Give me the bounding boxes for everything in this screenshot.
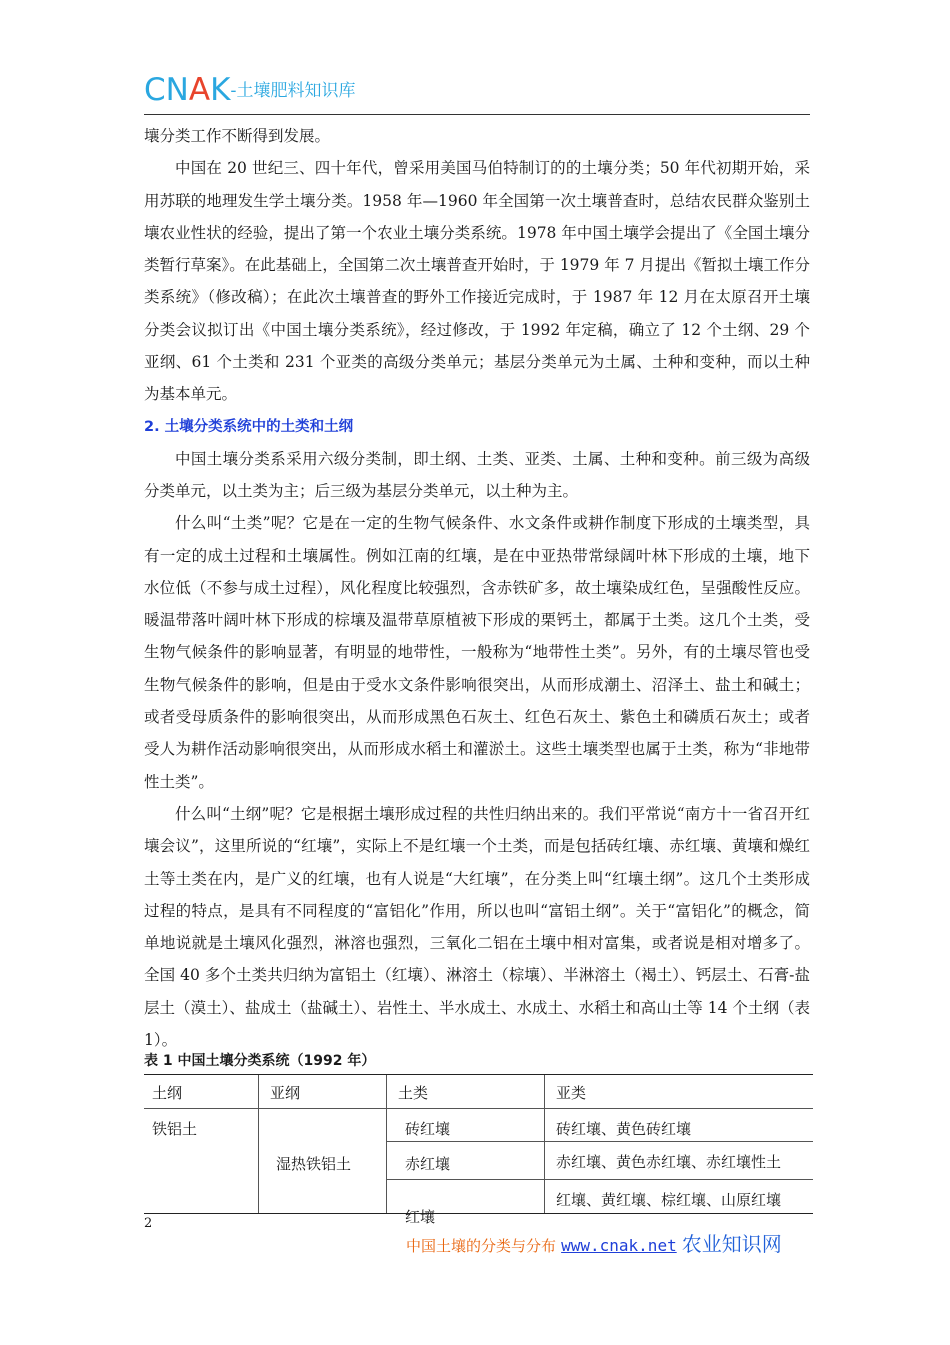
classification-table xyxy=(144,1074,813,1214)
table-row-rule xyxy=(386,1141,813,1142)
site-logo[interactable] xyxy=(144,72,356,109)
table-header-subgroup: 亚类 xyxy=(556,1084,587,1102)
table-col-divider xyxy=(386,1075,387,1213)
logo-wordmark: CNAK xyxy=(144,72,231,108)
table-cell-subgroups: 砖红壤、黄色砖红壤 xyxy=(556,1120,692,1138)
table-header-group: 土类 xyxy=(398,1084,429,1102)
table-col-divider xyxy=(544,1075,545,1213)
table-cell-group: 赤红壤 xyxy=(405,1155,451,1173)
section-heading: 2. 土壤分类系统中的土类和土纲 xyxy=(144,418,354,435)
footer-site-link[interactable]: www.cnak.net xyxy=(561,1236,677,1255)
document-body xyxy=(144,120,810,1056)
header-divider xyxy=(144,114,810,115)
paragraph-soil-group: 什么叫“土类”呢？它是在一定的生物气候条件、水文条件或耕作制度下形成的土壤类型，具有一定的成土过程和土壤属性。例如江南的红壤，是在中亚热带常绿阔叶林下形成的土壤，地下水位低（不参与成土过程），风化程度比较强烈，含赤铁矿多，故土壤染成红色，呈强酸性反应。暖温带落叶阔叶林下形成的棕壤及温带草原植被下形成的栗钙土，都属于土类。这几个土类，受生物气候条件的影响显著，有明显的地带性，一般称为“地带性土类”。另外，有的土壤尽管也受生物气候条件的影响，但是由于受水文条件影响很突出，从而形成潮土、沼泽土、盐土和碱土；或者受母质条件的影响很突出，从而形成黑色石灰土、红色石灰土、紫色土和磷质石灰土；或者受人为耕作活动影响很突出，从而形成水稻土和灌淤土。这些土壤类型也属于土类，称为“非地带性土类”。 xyxy=(144,514,810,791)
table-header-rule xyxy=(144,1108,813,1109)
table-header-order: 土纲 xyxy=(152,1084,183,1102)
paragraph-six-levels: 中国土壤分类系采用六级分类制，即土纲、土类、亚类、土属、土种和变种。前三级为高级分类单元，以土类为主；后三级为基层分类单元，以土种为主。 xyxy=(144,449,810,500)
table-cell-order: 铁铝土 xyxy=(152,1120,198,1138)
paragraph-continued: 壤分类工作不断得到发展。 xyxy=(144,127,331,145)
table-cell-suborder: 湿热铁铝土 xyxy=(276,1155,352,1173)
paragraph-soil-order: 什么叫“土纲”呢？它是根据土壤形成过程的共性归纳出来的。我们平常说“南方十一省召开红壤会议”，这里所说的“红壤”，实际上不是红壤一个土类，而是包括砖红壤、赤红壤、黄壤和燥红土等土类在内，是广义的红壤，也有人说是“大红壤”，在分类上叫“红壤土纲”。这几个土类形成过程的特点，是具有不同程度的“富铝化”作用，所以也叫“富铝土纲”。关于“富铝化”的概念，简单地说就是土壤风化强烈，淋溶也强烈，三氧化二铝在土壤中相对富集，或者说是相对增多了。全国 40 多个土类共归纳为富铝土（红壤）、淋溶土（棕壤）、半淋溶土（褐土）、钙层土、石膏-盐层土（漠土）、盐成土（盐碱土）、岩性土、半水成土、水成土、水稻土和高山土等 14 个土纲（表 1）。 xyxy=(144,804,810,1050)
logo-subtitle: -土壤肥料知识库 xyxy=(230,81,356,101)
table-col-divider xyxy=(258,1075,259,1213)
footer-site-name: 农业知识网 xyxy=(681,1232,782,1256)
table-cell-group: 红壤 xyxy=(405,1208,436,1226)
paragraph-history: 中国在 20 世纪三、四十年代，曾采用美国马伯特制订的的土壤分类；50 年代初期开始，采用苏联的地理发生学土壤分类。1958 年—1960 年全国第一次土壤普查时，总结农民群众鉴别土壤农业性状的经验，提出了第一个农业土壤分类系统。1978 年中国土壤学会提出了《全国土壤分类暂行草案》。在此基础上，全国第二次土壤普查开始时，于 1979 年 7 月提出《暂拟土壤工作分类系统》（修改稿）；在此次土壤普查的野外工作接近完成时，于 1987 年 12 月在太原召开土壤分类会议拟订出《中国土壤分类系统》，经过修改，于 1992 年定稿，确立了 12 个土纲、29 个亚纲、61 个土类和 231 个亚类的高级分类单元；基层分类单元为土属、土种和变种，而以土种为基本单元。 xyxy=(144,159,810,404)
table-caption: 表 1 中国土壤分类系统（1992 年） xyxy=(144,1053,376,1069)
table-cell-subgroups: 红壤、黄红壤、棕红壤、山原红壤 xyxy=(556,1191,782,1209)
table-cell-subgroups: 赤红壤、黄色赤红壤、赤红壤性土 xyxy=(556,1153,782,1171)
page-number: 2 xyxy=(144,1216,153,1231)
table-row-rule xyxy=(386,1179,813,1180)
footer-title: 中国土壤的分类与分布 xyxy=(406,1237,557,1255)
table-cell-group: 砖红壤 xyxy=(405,1120,451,1138)
page-footer xyxy=(406,1228,782,1257)
table-header-suborder: 亚纲 xyxy=(270,1084,301,1102)
